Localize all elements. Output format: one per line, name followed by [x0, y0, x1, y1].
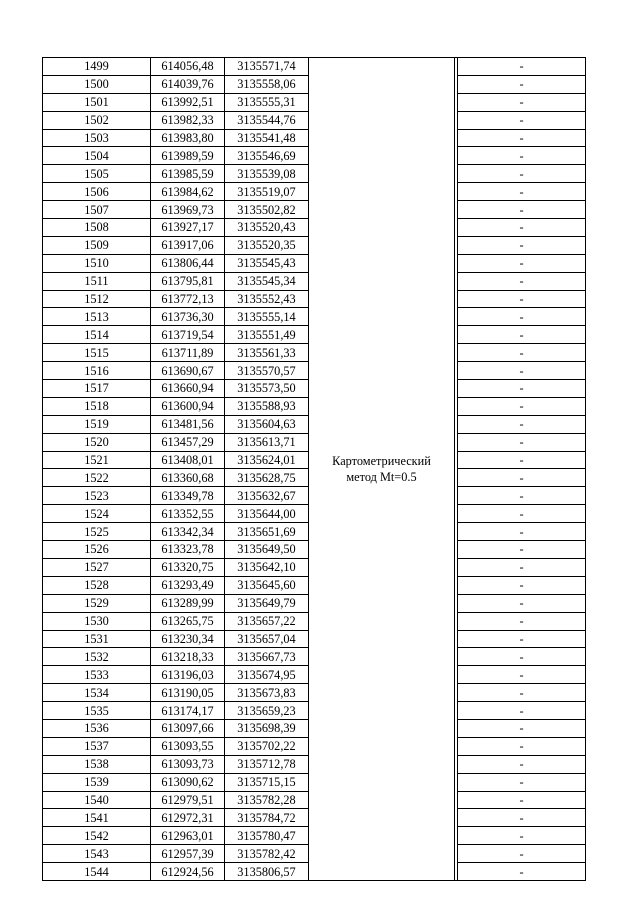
y-coordinate-cell: 3135555,31: [225, 93, 309, 111]
y-coordinate-cell: 3135673,83: [225, 684, 309, 702]
note-cell: -: [458, 254, 586, 272]
y-coordinate-cell: 3135613,71: [225, 433, 309, 451]
y-coordinate-cell: 3135628,75: [225, 469, 309, 487]
point-number-cell: 1517: [43, 380, 151, 398]
point-number-cell: 1530: [43, 612, 151, 630]
y-coordinate-cell: 3135702,22: [225, 737, 309, 755]
note-cell: -: [458, 487, 586, 505]
x-coordinate-cell: 613690,67: [151, 362, 225, 380]
note-cell: -: [458, 684, 586, 702]
y-coordinate-cell: 3135520,43: [225, 219, 309, 237]
method-cell: [309, 58, 455, 881]
y-coordinate-cell: 3135657,04: [225, 630, 309, 648]
note-cell: -: [458, 648, 586, 666]
point-number-cell: 1535: [43, 702, 151, 720]
x-coordinate-cell: 613660,94: [151, 380, 225, 398]
note-cell: -: [458, 737, 586, 755]
point-number-cell: 1523: [43, 487, 151, 505]
point-number-cell: 1541: [43, 809, 151, 827]
note-cell: -: [458, 612, 586, 630]
x-coordinate-cell: 613719,54: [151, 326, 225, 344]
method-name-text: Картометрический: [332, 453, 431, 468]
x-coordinate-cell: 612924,56: [151, 863, 225, 881]
x-coordinate-cell: 613772,13: [151, 290, 225, 308]
x-coordinate-cell: 613093,73: [151, 755, 225, 773]
y-coordinate-cell: 3135588,93: [225, 397, 309, 415]
note-cell: -: [458, 666, 586, 684]
y-coordinate-cell: 3135520,35: [225, 236, 309, 254]
point-number-cell: 1502: [43, 111, 151, 129]
note-cell: -: [458, 863, 586, 881]
x-coordinate-cell: 613457,29: [151, 433, 225, 451]
point-number-cell: 1514: [43, 326, 151, 344]
x-coordinate-cell: 613265,75: [151, 612, 225, 630]
x-coordinate-cell: 613736,30: [151, 308, 225, 326]
point-number-cell: 1536: [43, 719, 151, 737]
point-number-cell: 1512: [43, 290, 151, 308]
note-cell: -: [458, 755, 586, 773]
note-cell: -: [458, 201, 586, 219]
note-cell: -: [458, 773, 586, 791]
point-number-cell: 1537: [43, 737, 151, 755]
method-accuracy-text: метод Mt=0.5: [346, 469, 417, 484]
point-number-cell: 1525: [43, 523, 151, 541]
note-cell: -: [458, 809, 586, 827]
point-number-cell: 1507: [43, 201, 151, 219]
x-coordinate-cell: 613481,56: [151, 415, 225, 433]
y-coordinate-cell: 3135712,78: [225, 755, 309, 773]
note-cell: -: [458, 576, 586, 594]
note-cell: -: [458, 505, 586, 523]
x-coordinate-cell: 613982,33: [151, 111, 225, 129]
note-cell: -: [458, 845, 586, 863]
y-coordinate-cell: 3135667,73: [225, 648, 309, 666]
point-number-cell: 1528: [43, 576, 151, 594]
y-coordinate-cell: 3135552,43: [225, 290, 309, 308]
x-coordinate-cell: 613320,75: [151, 558, 225, 576]
x-coordinate-cell: 613230,34: [151, 630, 225, 648]
y-coordinate-cell: 3135698,39: [225, 719, 309, 737]
x-coordinate-cell: 613408,01: [151, 451, 225, 469]
y-coordinate-cell: 3135624,01: [225, 451, 309, 469]
note-cell: -: [458, 93, 586, 111]
y-coordinate-cell: 3135570,57: [225, 362, 309, 380]
note-cell: -: [458, 362, 586, 380]
y-coordinate-cell: 3135806,57: [225, 863, 309, 881]
note-cell: -: [458, 469, 586, 487]
x-coordinate-cell: 613174,17: [151, 702, 225, 720]
point-number-cell: 1544: [43, 863, 151, 881]
x-coordinate-cell: 613969,73: [151, 201, 225, 219]
x-coordinate-cell: 613989,59: [151, 147, 225, 165]
note-cell: -: [458, 129, 586, 147]
point-number-cell: 1511: [43, 272, 151, 290]
x-coordinate-cell: 612957,39: [151, 845, 225, 863]
x-coordinate-cell: 613795,81: [151, 272, 225, 290]
note-cell: -: [458, 719, 586, 737]
x-coordinate-cell: 613984,62: [151, 183, 225, 201]
x-coordinate-cell: 614056,48: [151, 58, 225, 76]
y-coordinate-cell: 3135649,50: [225, 541, 309, 559]
x-coordinate-cell: 613360,68: [151, 469, 225, 487]
point-number-cell: 1503: [43, 129, 151, 147]
y-coordinate-cell: 3135539,08: [225, 165, 309, 183]
note-cell: -: [458, 236, 586, 254]
note-cell: -: [458, 308, 586, 326]
x-coordinate-cell: 613097,66: [151, 719, 225, 737]
point-number-cell: 1509: [43, 236, 151, 254]
point-number-cell: 1527: [43, 558, 151, 576]
y-coordinate-cell: 3135555,14: [225, 308, 309, 326]
point-number-cell: 1521: [43, 451, 151, 469]
x-coordinate-cell: 613600,94: [151, 397, 225, 415]
y-coordinate-cell: 3135604,63: [225, 415, 309, 433]
y-coordinate-cell: 3135651,69: [225, 523, 309, 541]
x-coordinate-cell: 613927,17: [151, 219, 225, 237]
x-coordinate-cell: 613218,33: [151, 648, 225, 666]
note-cell: -: [458, 558, 586, 576]
note-cell: -: [458, 344, 586, 362]
x-coordinate-cell: 613293,49: [151, 576, 225, 594]
x-coordinate-cell: 613093,55: [151, 737, 225, 755]
point-number-cell: 1540: [43, 791, 151, 809]
x-coordinate-cell: 613352,55: [151, 505, 225, 523]
x-coordinate-cell: 612963,01: [151, 827, 225, 845]
note-cell: -: [458, 380, 586, 398]
coordinates-table-body: [43, 58, 586, 881]
note-cell: -: [458, 594, 586, 612]
x-coordinate-cell: 613985,59: [151, 165, 225, 183]
y-coordinate-cell: 3135649,79: [225, 594, 309, 612]
y-coordinate-cell: 3135571,74: [225, 58, 309, 76]
note-cell: -: [458, 415, 586, 433]
note-cell: -: [458, 58, 586, 76]
y-coordinate-cell: 3135657,22: [225, 612, 309, 630]
point-number-cell: 1543: [43, 845, 151, 863]
note-cell: -: [458, 183, 586, 201]
point-number-cell: 1534: [43, 684, 151, 702]
x-coordinate-cell: 613090,62: [151, 773, 225, 791]
note-cell: -: [458, 541, 586, 559]
note-cell: -: [458, 827, 586, 845]
y-coordinate-cell: 3135715,15: [225, 773, 309, 791]
x-coordinate-cell: 612972,31: [151, 809, 225, 827]
point-number-cell: 1506: [43, 183, 151, 201]
point-number-cell: 1542: [43, 827, 151, 845]
y-coordinate-cell: 3135642,10: [225, 558, 309, 576]
y-coordinate-cell: 3135544,76: [225, 111, 309, 129]
y-coordinate-cell: 3135502,82: [225, 201, 309, 219]
x-coordinate-cell: 613917,06: [151, 236, 225, 254]
note-cell: -: [458, 630, 586, 648]
x-coordinate-cell: 613342,34: [151, 523, 225, 541]
note-cell: -: [458, 147, 586, 165]
note-cell: -: [458, 523, 586, 541]
point-number-cell: 1504: [43, 147, 151, 165]
point-number-cell: 1516: [43, 362, 151, 380]
point-number-cell: 1500: [43, 75, 151, 93]
note-cell: -: [458, 219, 586, 237]
point-number-cell: 1533: [43, 666, 151, 684]
x-coordinate-cell: 613323,78: [151, 541, 225, 559]
point-number-cell: 1505: [43, 165, 151, 183]
x-coordinate-cell: 613983,80: [151, 129, 225, 147]
x-coordinate-cell: 613806,44: [151, 254, 225, 272]
point-number-cell: 1515: [43, 344, 151, 362]
point-number-cell: 1519: [43, 415, 151, 433]
y-coordinate-cell: 3135674,95: [225, 666, 309, 684]
note-cell: -: [458, 791, 586, 809]
x-coordinate-cell: 613992,51: [151, 93, 225, 111]
y-coordinate-cell: 3135545,43: [225, 254, 309, 272]
note-cell: -: [458, 451, 586, 469]
note-cell: -: [458, 75, 586, 93]
y-coordinate-cell: 3135558,06: [225, 75, 309, 93]
coordinates-table: [42, 57, 586, 881]
point-number-cell: 1539: [43, 773, 151, 791]
point-number-cell: 1510: [43, 254, 151, 272]
note-cell: -: [458, 165, 586, 183]
x-coordinate-cell: 612979,51: [151, 791, 225, 809]
note-cell: -: [458, 111, 586, 129]
y-coordinate-cell: 3135546,69: [225, 147, 309, 165]
y-coordinate-cell: 3135541,48: [225, 129, 309, 147]
y-coordinate-cell: 3135519,07: [225, 183, 309, 201]
point-number-cell: 1499: [43, 58, 151, 76]
x-coordinate-cell: 613289,99: [151, 594, 225, 612]
point-number-cell: 1532: [43, 648, 151, 666]
point-number-cell: 1531: [43, 630, 151, 648]
point-number-cell: 1518: [43, 397, 151, 415]
note-cell: -: [458, 272, 586, 290]
point-number-cell: 1508: [43, 219, 151, 237]
y-coordinate-cell: 3135780,47: [225, 827, 309, 845]
table-row: [43, 58, 586, 76]
point-number-cell: 1524: [43, 505, 151, 523]
y-coordinate-cell: 3135644,00: [225, 505, 309, 523]
point-number-cell: 1522: [43, 469, 151, 487]
point-number-cell: 1526: [43, 541, 151, 559]
point-number-cell: 1520: [43, 433, 151, 451]
note-cell: -: [458, 397, 586, 415]
y-coordinate-cell: 3135782,28: [225, 791, 309, 809]
y-coordinate-cell: 3135561,33: [225, 344, 309, 362]
x-coordinate-cell: 614039,76: [151, 75, 225, 93]
point-number-cell: 1513: [43, 308, 151, 326]
note-cell: -: [458, 326, 586, 344]
y-coordinate-cell: 3135551,49: [225, 326, 309, 344]
y-coordinate-cell: 3135545,34: [225, 272, 309, 290]
x-coordinate-cell: 613711,89: [151, 344, 225, 362]
y-coordinate-cell: 3135659,23: [225, 702, 309, 720]
x-coordinate-cell: 613196,03: [151, 666, 225, 684]
point-number-cell: 1538: [43, 755, 151, 773]
note-cell: -: [458, 702, 586, 720]
point-number-cell: 1501: [43, 93, 151, 111]
x-coordinate-cell: 613349,78: [151, 487, 225, 505]
note-cell: -: [458, 433, 586, 451]
note-cell: -: [458, 290, 586, 308]
y-coordinate-cell: 3135782,42: [225, 845, 309, 863]
y-coordinate-cell: 3135645,60: [225, 576, 309, 594]
x-coordinate-cell: 613190,05: [151, 684, 225, 702]
point-number-cell: 1529: [43, 594, 151, 612]
y-coordinate-cell: 3135573,50: [225, 380, 309, 398]
y-coordinate-cell: 3135784,72: [225, 809, 309, 827]
y-coordinate-cell: 3135632,67: [225, 487, 309, 505]
